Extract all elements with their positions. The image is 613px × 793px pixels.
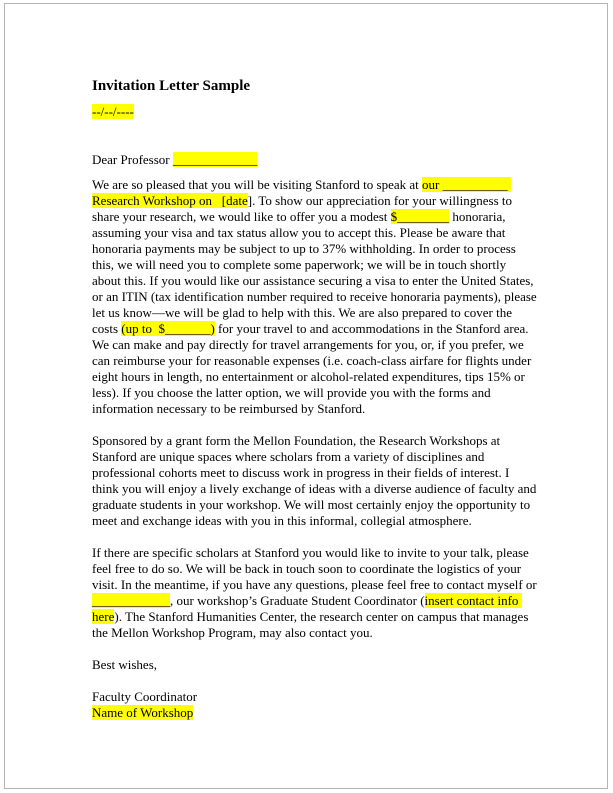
- text-run: Sponsored by a grant form the Mellon Foundation, the Research Workshops at Stanford are unique spaces where scholars from a variety of disciplines and professional cohorts meet to discuss work in progress in their fields of interest. I think you will enjoy a lively exchange of ideas with a diverse audience of faculty and graduate students in your workshop. We will most certainly enjoy the opportunity to meet and exchange ideas with you in this informal, collegial atmosphere.: [92, 433, 540, 528]
- text-run: ). The Stanford Humanities Center, the research center on campus that manages the Mellon Workshop Program, may also contact you.: [92, 609, 532, 640]
- paragraph-workshop-description: [92, 433, 538, 529]
- text-run: , our workshop’s Graduate Student Coordinator (: [170, 593, 425, 608]
- text-run: for your travel to and accommodations in the Stanford area. We can make and pay directly for travel arrangements for you, or, if you prefer, we can reimburse your for reasonable expenses (i.e. coach-class airfare for flights under eight hours in length, no entertainment or alcohol-related expenditures, tips 15% or less). If you choose the latter option, we will provide you with the forms and information necessary to be reimbursed by Stanford.: [92, 321, 535, 416]
- text-run: If there are specific scholars at Stanford you would like to invite to your talk, please feel free to do so. We will be back in touch soon to coordinate the logistics of your visit. In the meantime, if you have any questions, please feel free to contact myself or: [92, 545, 540, 592]
- highlighted-text: _____________: [172, 152, 258, 167]
- text-run: We are so pleased that you will be visiting Stanford to speak at: [92, 177, 423, 192]
- highlighted-text: Name of Workshop: [92, 705, 194, 720]
- text-run: Faculty Coordinator: [92, 689, 198, 704]
- highlighted-text: our __________ Research Workshop on [date: [92, 177, 511, 208]
- date-placeholder: --/--/----: [92, 104, 134, 119]
- text-run: ]. To show our appreciation for your willingness to share your research, we would like to offer you a modest: [92, 193, 516, 224]
- highlighted-text: ____________: [92, 593, 170, 608]
- text-run: honoraria, assuming your visa and tax status allow you to accept this. Please be aware that honoraria payments may be subject to up to 37% withholding. In order to process this, we will need you to complete some paperwork; we will be in touch shortly about this. If you would like our assistance securing a visa to enter the United States, or an ITIN (tax identification number required to receive honoraria payments), please let us know—we will be glad to help with this. We are also prepared to cover the costs: [92, 209, 540, 336]
- highlighted-text: (up to $_______): [121, 321, 215, 336]
- paragraph-offer: [92, 177, 538, 417]
- document-title: Invitation Letter Sample: [92, 78, 251, 94]
- document-content: [92, 77, 538, 721]
- document-page: [4, 3, 608, 789]
- text-run: Dear Professor: [92, 152, 173, 167]
- salutation: [92, 152, 538, 168]
- signature-block: [92, 689, 538, 721]
- closing-line: Best wishes,: [92, 657, 157, 672]
- date-line: [92, 104, 538, 120]
- highlighted-text: insert contact info here: [92, 593, 522, 624]
- highlighted-text: $________: [390, 209, 450, 224]
- paragraph-contact: [92, 545, 538, 641]
